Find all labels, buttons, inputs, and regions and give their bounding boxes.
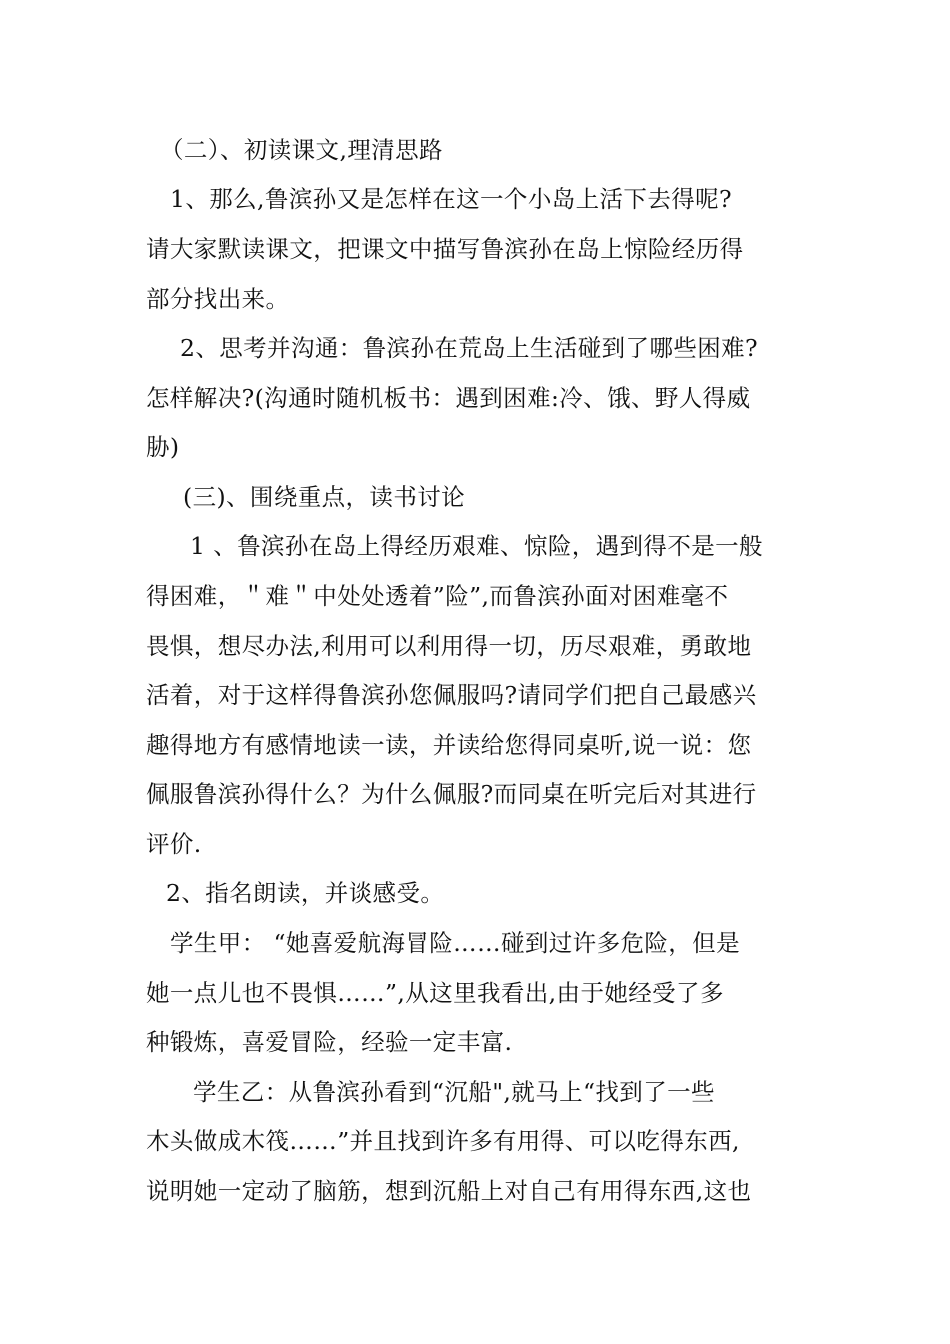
section-heading-two: （二）、初读课文,理清思路 <box>160 136 443 164</box>
section-heading-three: (三)、围绕重点，读书讨论 <box>183 483 466 511</box>
paragraph-line: 活着，对于这样得鲁滨孙您佩服吗?请同学们把自己最感兴 <box>146 681 757 709</box>
paragraph-line: 学生甲： “她喜爱航海冒险……碰到过许多危险，但是 <box>170 929 740 957</box>
paragraph-line: 胁) <box>146 433 180 461</box>
paragraph-line: 趣得地方有感情地读一读，并读给您得同桌听,说一说：您 <box>146 731 752 759</box>
paragraph-line: 种锻炼，喜爱冒险，经验一定丰富. <box>146 1028 513 1056</box>
paragraph-line: 2、指名朗读，并谈感受。 <box>166 879 445 907</box>
paragraph-line: 请大家默读课文，把课文中描写鲁滨孙在岛上惊险经历得 <box>146 235 744 263</box>
paragraph-line: 佩服鲁滨孙得什么？为什么佩服?而同桌在听完后对其进行 <box>146 780 757 808</box>
paragraph-line: 1、那么,鲁滨孙又是怎样在这一个小岛上活下去得呢? <box>170 185 733 213</box>
paragraph-line: 她一点儿也不畏惧……”,从这里我看出,由于她经受了多 <box>146 979 724 1007</box>
paragraph-line: 得困难，＂难＂中处处透着”险”,而鲁滨孙面对困难毫不 <box>146 582 729 610</box>
paragraph-line: 畏惧，想尽办法,利用可以利用得一切，历尽艰难，勇敢地 <box>146 632 752 660</box>
paragraph-line: 2、思考并沟通：鲁滨孙在荒岛上生活碰到了哪些困难? <box>180 334 759 362</box>
paragraph-line: 说明她一定动了脑筋，想到沉船上对自己有用得东西,这也 <box>146 1177 752 1205</box>
paragraph-line: 怎样解决?(沟通时随机板书：遇到困难:冷、饿、野人得威 <box>146 384 751 412</box>
paragraph-line: 部分找出来。 <box>146 285 290 313</box>
paragraph-line: 木头做成木筏……”并且找到许多有用得、可以吃得东西, <box>146 1127 740 1155</box>
paragraph-line: 1 、鲁滨孙在岛上得经历艰难、惊险，遇到得不是一般 <box>190 532 763 560</box>
paragraph-line: 评价. <box>146 830 202 858</box>
paragraph-line: 学生乙：从鲁滨孙看到“沉船",就马上“找到了一些 <box>193 1078 715 1106</box>
